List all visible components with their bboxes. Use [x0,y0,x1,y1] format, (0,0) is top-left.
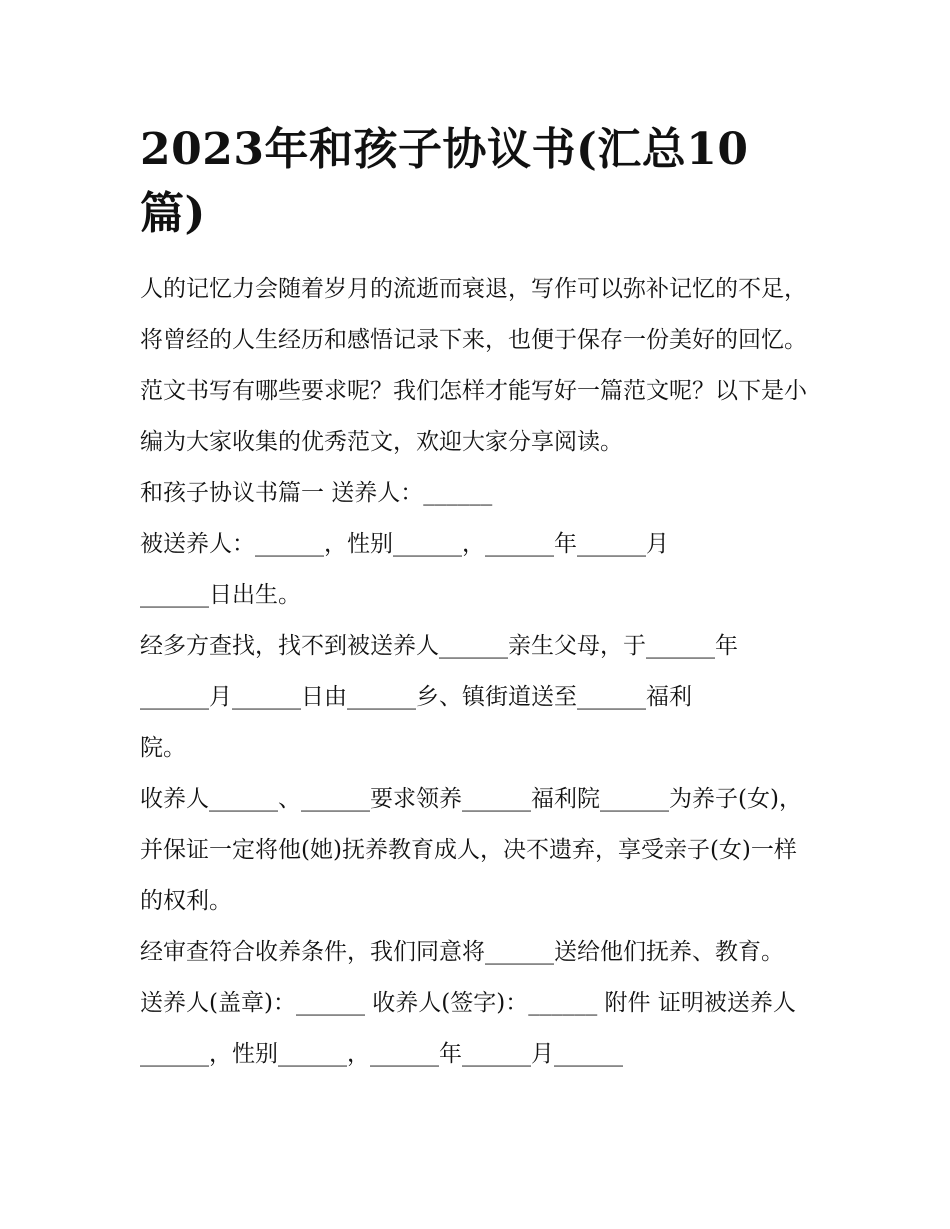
adopter-request-paragraph: 收养人______、______要求领养______福利院______为养子(女)，并保证一定将他(她)抚养教育成人，决不遗弃，享受亲子(女)一样的权利。 [140,786,802,914]
approval-paragraph: 经审查符合收养条件，我们同意将______送给他们抚养、教育。 送养人(盖章)：______ 收养人(签字)：______ 附件 证明被送养人______，性别______，______年______月______ [140,939,796,1067]
document-page [140,118,812,1080]
search-history-paragraph: 经多方查找，找不到被送养人______亲生父母，于______年 ______月______日由______乡、镇街道送至______福利 院。 [140,633,738,761]
intro-paragraph: 人的记忆力会随着岁月的流逝而衰退，写作可以弥补记忆的不足，将曾经的人生经历和感悟记录下来，也便于保存一份美好的回忆。范文书写有哪些要求呢？我们怎样才能写好一篇范文呢？以下是小编为大家收集的优秀范文，欢迎大家分享阅读。 [140,276,807,455]
adoptee-info-paragraph: 被送养人：______，性别______，______年______月 ______日出生。 [140,531,669,608]
document-title: 2023年和孩子协议书(汇总10篇) [140,124,749,239]
agreement-heading-line: 和孩子协议书篇一 送养人：______ [140,480,493,506]
